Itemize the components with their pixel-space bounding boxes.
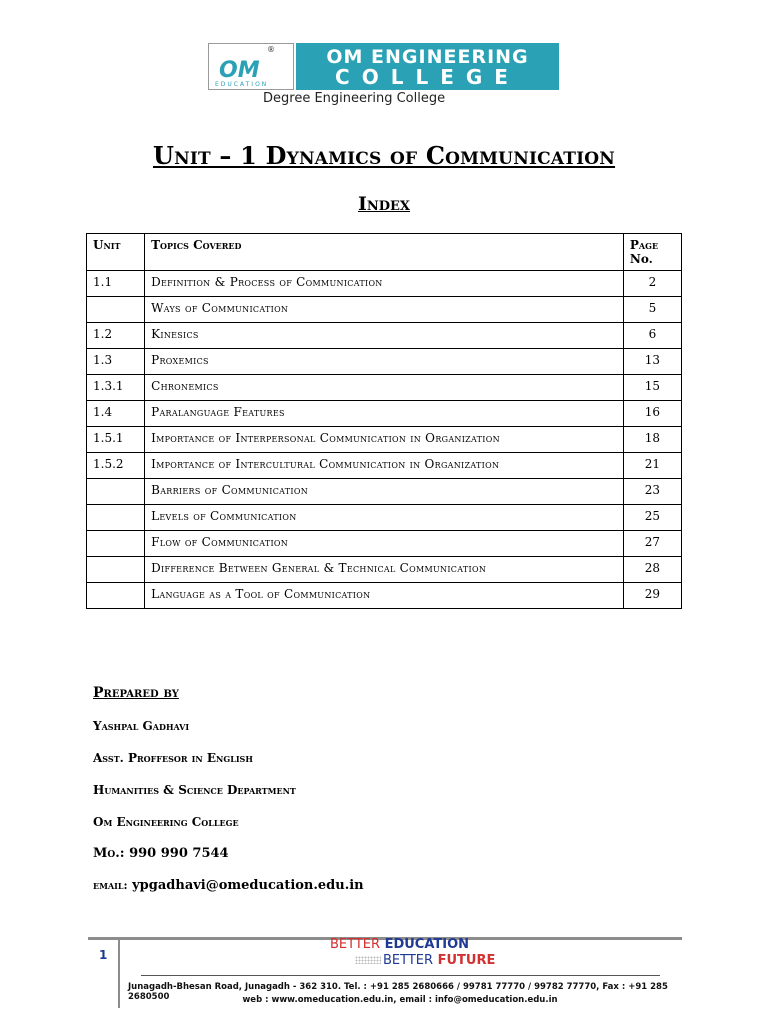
header-topics: Topics Covered xyxy=(145,234,624,271)
table-row xyxy=(87,557,682,583)
row-page: 6 xyxy=(623,323,681,349)
row-unit xyxy=(87,297,145,323)
index-table xyxy=(86,233,682,609)
footer-web: web : www.omeducation.edu.in, email : info@omeducation.edu.in xyxy=(242,995,558,1005)
dots-pattern xyxy=(355,956,381,964)
row-topic: Importance of Interpersonal Communication in Organization xyxy=(145,427,624,453)
logo-banner xyxy=(296,43,559,90)
header-page xyxy=(623,234,681,271)
row-unit xyxy=(87,557,145,583)
slogan-better-2: BETTER xyxy=(383,953,434,968)
row-unit: 1.3 xyxy=(87,349,145,375)
row-unit: 1.1 xyxy=(87,271,145,297)
row-page: 2 xyxy=(623,271,681,297)
row-topic: Chronemics xyxy=(145,375,624,401)
logo-line2: COLLEGE xyxy=(335,65,520,89)
row-topic: Levels of Communication xyxy=(145,505,624,531)
table-row xyxy=(87,297,682,323)
row-unit xyxy=(87,479,145,505)
row-topic: Flow of Communication xyxy=(145,531,624,557)
slogan-future: FUTURE xyxy=(437,953,496,968)
row-page: 16 xyxy=(623,401,681,427)
row-page: 23 xyxy=(623,479,681,505)
row-page: 13 xyxy=(623,349,681,375)
footer-slogan-line2 xyxy=(355,953,495,968)
table-row xyxy=(87,427,682,453)
row-unit: 1.5.2 xyxy=(87,453,145,479)
row-page: 27 xyxy=(623,531,681,557)
table-row xyxy=(87,271,682,297)
row-page: 15 xyxy=(623,375,681,401)
table-row xyxy=(87,349,682,375)
table-row xyxy=(87,375,682,401)
row-unit: 1.4 xyxy=(87,401,145,427)
author-designation: Asst. Proffesor in English xyxy=(93,751,253,765)
footer-slogan-line1 xyxy=(330,937,469,952)
header-unit: Unit xyxy=(87,234,145,271)
author-department: Humanities & Science Department xyxy=(93,783,296,797)
table-header-row xyxy=(87,234,682,271)
row-page: 28 xyxy=(623,557,681,583)
author-name: Yashpal Gadhavi xyxy=(93,719,190,733)
table-row xyxy=(87,505,682,531)
table-row xyxy=(87,531,682,557)
row-topic: Importance of Intercultural Communication in Organization xyxy=(145,453,624,479)
row-page: 18 xyxy=(623,427,681,453)
registered-mark: ® xyxy=(267,45,275,54)
prepared-by-heading: Prepared by xyxy=(93,685,179,701)
row-topic: Difference Between General & Technical Communication xyxy=(145,557,624,583)
row-page: 5 xyxy=(623,297,681,323)
row-topic: Language as a Tool of Communication xyxy=(145,583,624,609)
logo-om-text: OM xyxy=(219,58,260,83)
row-topic: Proxemics xyxy=(145,349,624,375)
row-unit: 1.5.1 xyxy=(87,427,145,453)
row-topic: Kinesics xyxy=(145,323,624,349)
row-topic: Paralanguage Features xyxy=(145,401,624,427)
row-topic: Definition & Process of Communication xyxy=(145,271,624,297)
table-row xyxy=(87,323,682,349)
row-page: 21 xyxy=(623,453,681,479)
table-row xyxy=(87,401,682,427)
document-title: Unit – 1 Dynamics of Communication xyxy=(152,141,616,170)
author-mobile: Mo.: 990 990 7544 xyxy=(93,846,229,861)
index-heading: Index xyxy=(357,193,411,215)
header-page-line2: No. xyxy=(629,252,653,266)
logo-education-text: EDUCATION xyxy=(215,81,269,88)
table-row xyxy=(87,583,682,609)
row-unit: 1.3.1 xyxy=(87,375,145,401)
row-unit xyxy=(87,583,145,609)
row-unit xyxy=(87,531,145,557)
college-logo xyxy=(208,43,559,108)
table-row xyxy=(87,479,682,505)
logo-line1: OM ENGINEERING xyxy=(326,46,529,68)
row-unit xyxy=(87,505,145,531)
row-topic: Ways of Communication xyxy=(145,297,624,323)
author-email-line xyxy=(93,878,364,893)
row-page: 25 xyxy=(623,505,681,531)
slogan-education: EDUCATION xyxy=(384,937,470,952)
page-number: 1 xyxy=(99,948,108,962)
header-page-line1: Page xyxy=(629,238,659,252)
row-unit: 1.2 xyxy=(87,323,145,349)
row-topic: Barriers of Communication xyxy=(145,479,624,505)
logo-subtitle: Degree Engineering College xyxy=(263,91,446,106)
footer-address: Junagadh-Bhesan Road, Junagadh - 362 310. Tel. : +91 285 2680666 / 99781 77770 / 99782 77770, Fax : +91 285 2680500 xyxy=(128,982,668,1002)
row-page: 29 xyxy=(623,583,681,609)
om-emblem xyxy=(208,43,294,90)
email-label: email: xyxy=(93,879,128,892)
table-row xyxy=(87,453,682,479)
slogan-better-1: BETTER xyxy=(330,937,381,952)
author-college: Om Engineering College xyxy=(93,815,239,829)
footer-thin-rule xyxy=(141,975,660,976)
author-email[interactable]: ypgadhavi@omeducation.edu.in xyxy=(132,878,364,893)
